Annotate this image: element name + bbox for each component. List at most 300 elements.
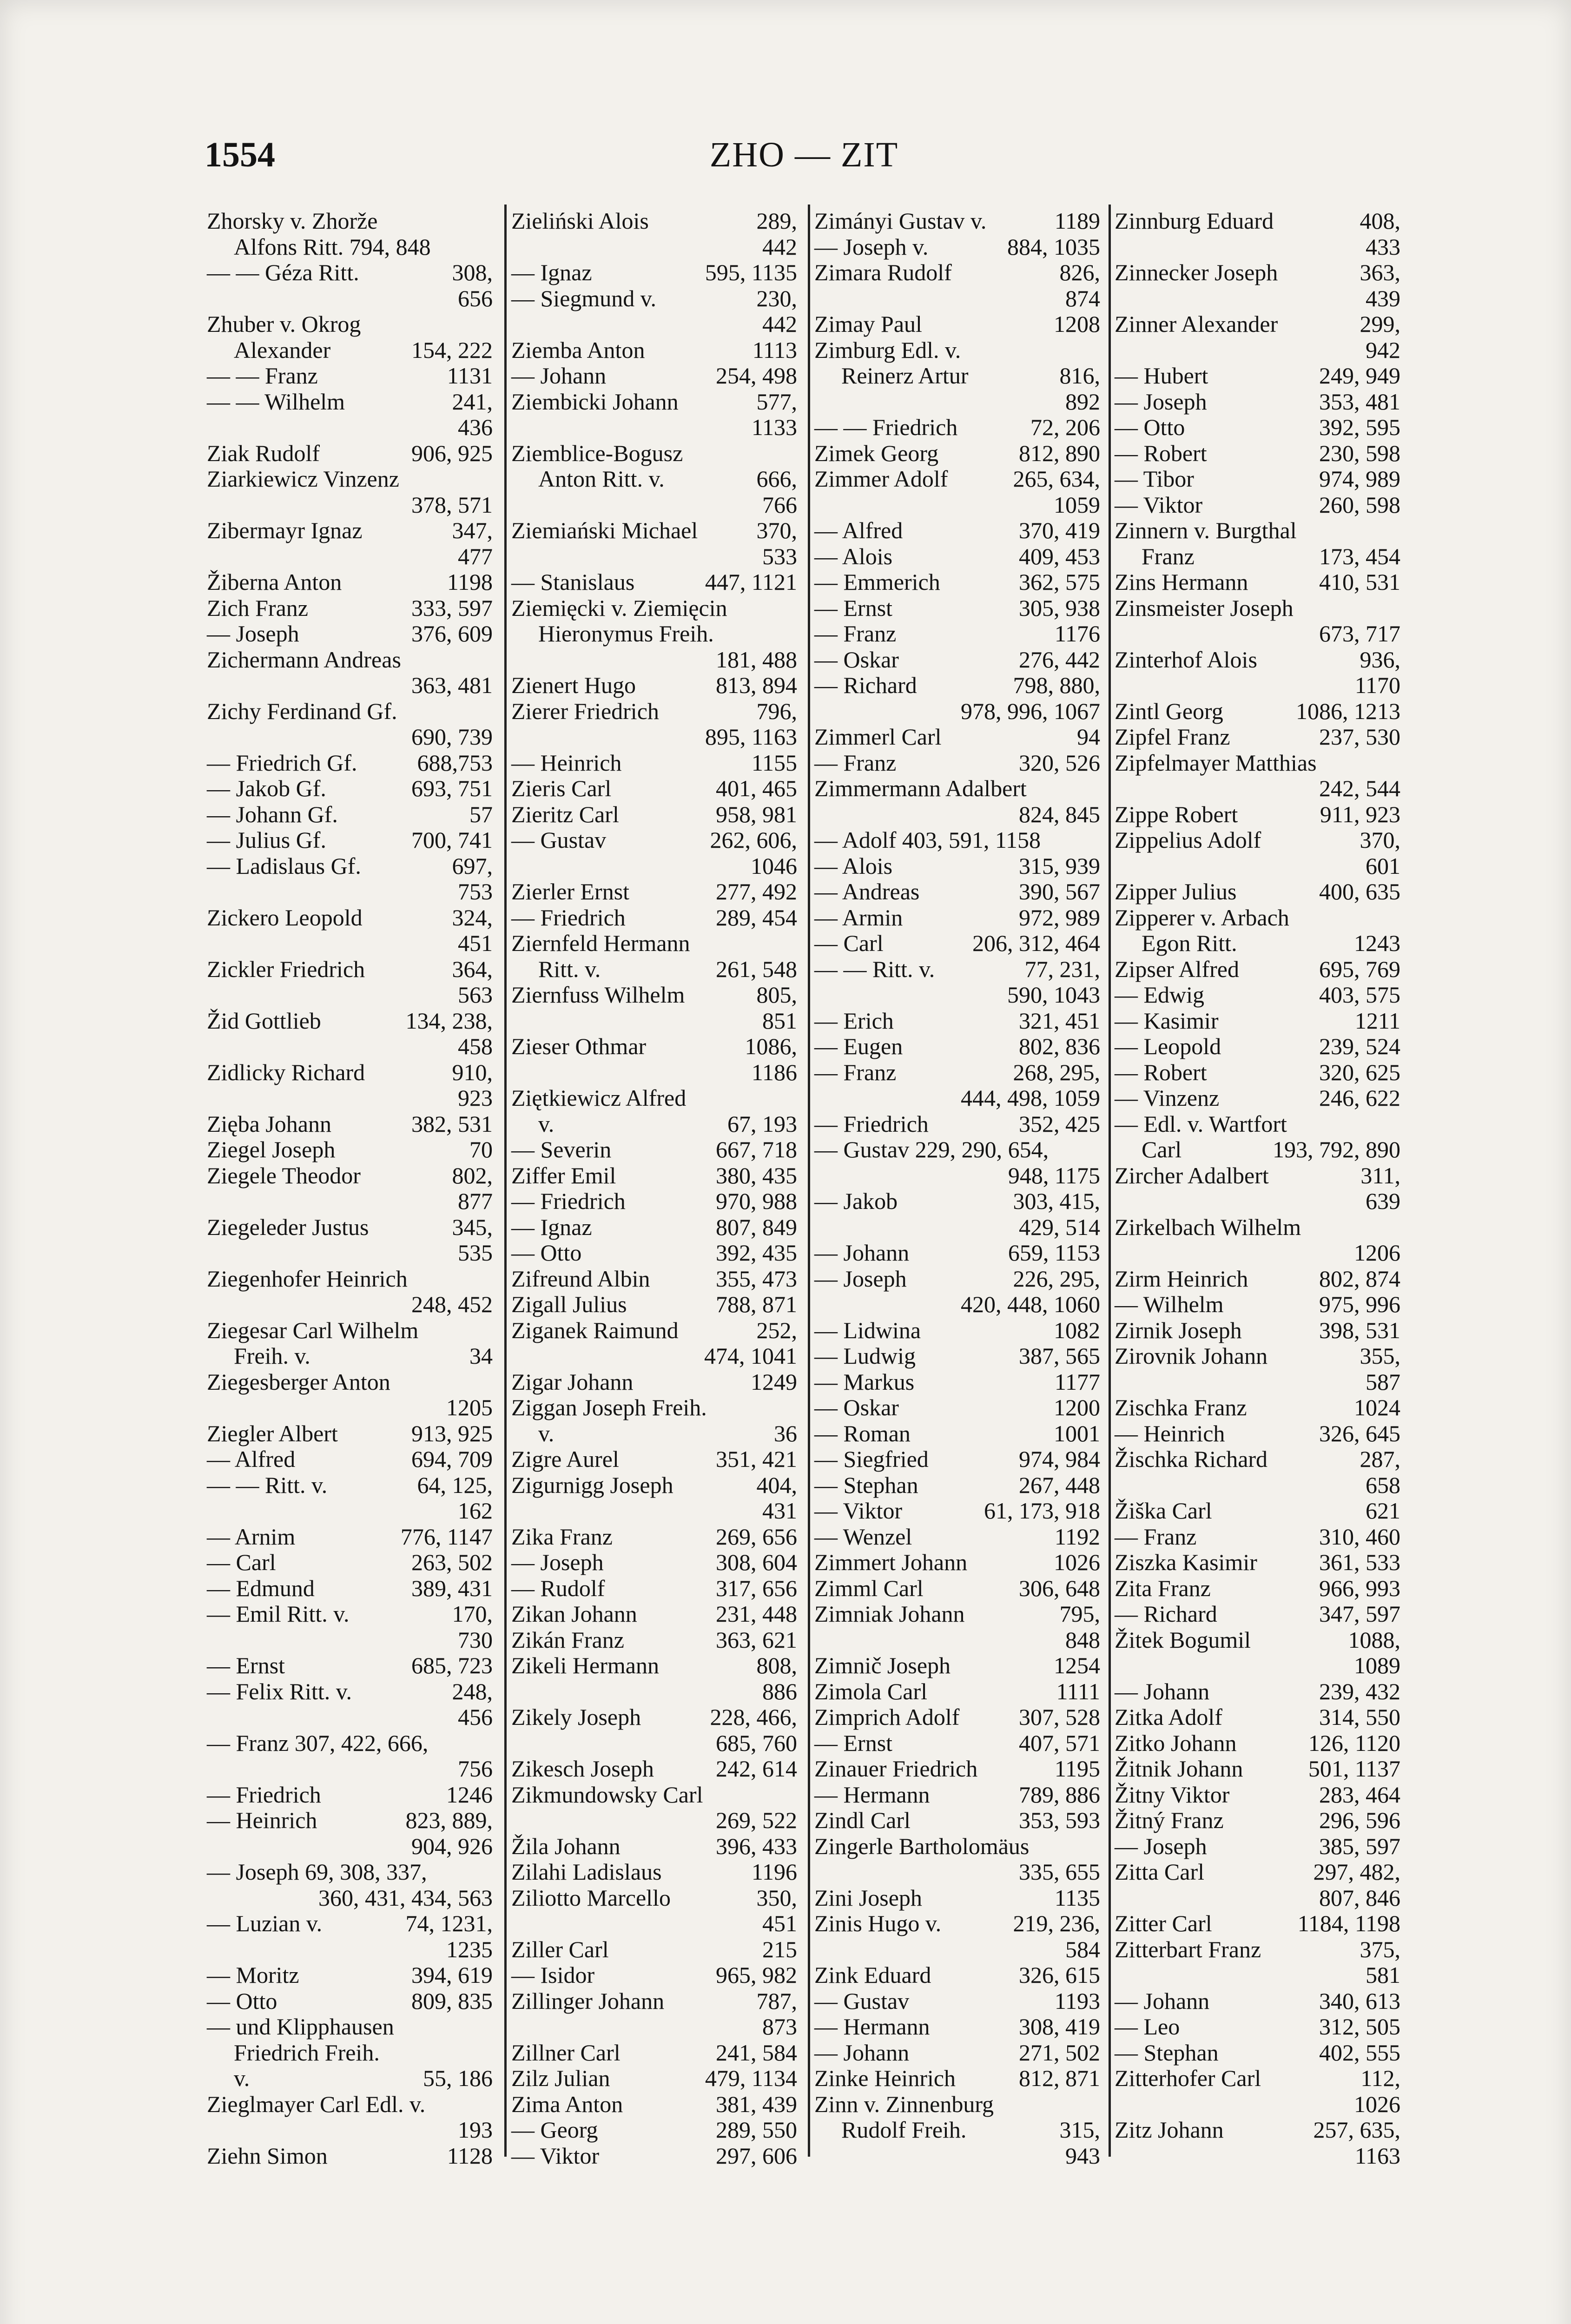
entry-name: Zita Franz <box>1115 1575 1211 1601</box>
entry-continuation-line <box>814 389 1100 415</box>
entry-pages: 347, 597 <box>1319 1601 1400 1627</box>
entry-pages: 877 <box>458 1188 493 1214</box>
entry-line <box>511 1188 797 1215</box>
index-entry <box>207 518 493 569</box>
entry-pages: 283, 464 <box>1319 1781 1400 1808</box>
index-entry <box>814 621 1100 647</box>
index-entry <box>1115 802 1400 828</box>
entry-line <box>511 1318 797 1344</box>
entry-line <box>511 1472 797 1499</box>
entry-pages: 673, 717 <box>1319 621 1400 647</box>
entry-name: Zieser Othmar <box>511 1033 647 1059</box>
entry-line <box>1115 750 1400 776</box>
entry-pages <box>1096 2092 1100 2118</box>
entry-name: — Ernst <box>207 1652 285 1678</box>
index-entry <box>511 1937 797 1963</box>
entry-line <box>814 2040 1100 2066</box>
entry-line <box>511 1704 797 1730</box>
entry-continuation-line <box>1115 776 1400 802</box>
index-entry <box>511 2092 797 2118</box>
entry-line <box>1115 1834 1400 1860</box>
entry-name: — Edl. v. Wartfort <box>1115 1110 1287 1137</box>
index-entry <box>207 1782 493 1808</box>
entry-line <box>1115 1163 1400 1189</box>
entry-pages: 363, 621 <box>716 1626 797 1653</box>
entry-pages: 242, 614 <box>716 1756 797 1782</box>
entry-pages: 276, 442 <box>1019 646 1100 673</box>
entry-pages: 1189 <box>1054 208 1100 234</box>
entry-name: Zink Eduard <box>814 1962 931 1988</box>
index-entry <box>207 1576 493 1602</box>
entry-line <box>814 853 1100 879</box>
index-entry <box>1115 311 1400 363</box>
index-entry <box>207 905 493 957</box>
entry-pages: 1089 <box>1354 1652 1400 1678</box>
entry-pages: 333, 597 <box>411 594 493 621</box>
index-entry <box>207 776 493 802</box>
index-entry <box>814 1653 1100 1679</box>
entry-pages: 289, 550 <box>716 2117 797 2143</box>
index-column-3 <box>814 208 1100 2169</box>
index-entry <box>511 1962 797 1988</box>
entry-continuation-line <box>814 1627 1100 1653</box>
entry-name: Zickero Leopold <box>207 904 363 931</box>
entry-pages: 326, 645 <box>1319 1420 1400 1446</box>
entry-line <box>511 260 797 286</box>
entry-pages: 402, 555 <box>1319 2039 1400 2066</box>
index-entry <box>207 1859 493 1911</box>
entry-name: — Richard <box>814 672 917 698</box>
entry-pages: 756 <box>458 1756 493 1782</box>
entry-name: Ritt. v. <box>538 956 601 982</box>
entry-line <box>207 1859 493 1885</box>
entry-name: Ziernfeld Hermann <box>511 930 690 956</box>
entry-pages: 904, 926 <box>411 1833 493 1859</box>
entry-pages: 587 <box>1366 1368 1400 1395</box>
entry-pages: 297, 606 <box>716 2142 797 2169</box>
entry-continuation-line <box>1115 544 1400 570</box>
index-entry <box>1115 1163 1400 1215</box>
entry-pages <box>793 1782 797 1808</box>
entry-name: Ziegesar Carl Wilhelm <box>207 1317 419 1343</box>
entry-line <box>207 2092 493 2118</box>
entry-pages: 268, 295, <box>1013 1059 1100 1085</box>
entry-name: Zimnič Joseph <box>814 1652 951 1678</box>
index-entry <box>511 260 797 286</box>
entry-pages: 474, 1041 <box>704 1343 797 1369</box>
entry-pages: 789, 886 <box>1019 1781 1100 1808</box>
entry-name: — Friedrich <box>511 1188 626 1214</box>
entry-line <box>511 2143 797 2169</box>
entry-name: Zipfel Franz <box>1115 724 1230 750</box>
index-entry <box>814 1576 1100 1602</box>
index-entry <box>1115 905 1400 957</box>
entry-pages: 361, 533 <box>1319 1549 1400 1575</box>
entry-line <box>511 1885 797 1911</box>
entry-name: Ziegel Joseph <box>207 1136 336 1162</box>
entry-name: Zimmerl Carl <box>814 724 942 750</box>
entry-continuation-line <box>207 2117 493 2143</box>
entry-line <box>814 234 1100 260</box>
entry-line <box>814 827 1100 853</box>
entry-line <box>814 2092 1100 2118</box>
entry-name: — Robert <box>1115 440 1207 466</box>
entry-name: — Franz <box>814 1059 897 1085</box>
entry-line <box>1115 1343 1400 1369</box>
entry-pages: 72, 206 <box>1030 414 1100 440</box>
entry-name: Zirkelbach Wilhelm <box>1115 1214 1301 1240</box>
entry-name: — Heinrich <box>207 1807 317 1833</box>
index-entry <box>207 595 493 621</box>
entry-name: — Emil Ritt. v. <box>207 1601 350 1627</box>
entry-continuation-line <box>207 1240 493 1266</box>
entry-name: Zikesch Joseph <box>511 1756 654 1782</box>
entry-pages: 260, 598 <box>1319 491 1400 518</box>
index-entry <box>814 1730 1100 1756</box>
entry-continuation-line <box>207 1704 493 1730</box>
entry-pages <box>489 234 493 260</box>
index-entry <box>1115 595 1400 647</box>
entry-name: — Viktor <box>814 1498 903 1524</box>
entry-name: — — Friedrich <box>814 414 958 440</box>
entry-pages: 1211 <box>1354 1007 1400 1034</box>
entry-pages: 813, 894 <box>716 672 797 698</box>
entry-name: — Alfred <box>814 517 903 543</box>
entry-pages: 239, 524 <box>1319 1033 1400 1059</box>
entry-name: — Viktor <box>511 2142 600 2169</box>
entry-name: — Arnim <box>207 1523 296 1550</box>
entry-line <box>207 1524 493 1550</box>
entry-pages: 315, <box>1059 2117 1100 2143</box>
index-entry <box>814 2040 1100 2066</box>
index-entry <box>511 337 797 363</box>
entry-line <box>511 2040 797 2066</box>
entry-name: — Armin <box>814 904 903 931</box>
entry-line <box>207 1446 493 1472</box>
entry-continuation-line <box>1115 931 1400 957</box>
entry-line <box>511 1550 797 1576</box>
entry-line <box>511 1524 797 1550</box>
entry-name: — Gustav <box>814 1987 910 2014</box>
entry-name: Ziak Rudolf <box>207 440 320 466</box>
entry-continuation-line <box>207 1885 493 1911</box>
entry-pages <box>793 621 797 647</box>
entry-continuation-line <box>207 724 493 750</box>
entry-pages: 886 <box>762 1678 797 1704</box>
index-entry <box>511 569 797 595</box>
entry-pages: 1059 <box>1054 491 1100 518</box>
entry-name: — — Ritt. v. <box>814 956 935 982</box>
index-entry <box>207 1060 493 1111</box>
index-entry <box>814 1034 1100 1060</box>
entry-pages: 324, <box>452 904 493 931</box>
entry-line <box>1115 957 1400 983</box>
entry-line <box>511 1988 797 2014</box>
entry-line <box>1115 441 1400 467</box>
entry-pages <box>1397 905 1400 931</box>
index-entry <box>511 2117 797 2143</box>
entry-continuation-line <box>511 1730 797 1756</box>
entry-pages <box>1397 595 1400 621</box>
entry-pages: 1186 <box>751 1059 797 1085</box>
entry-pages <box>489 311 493 337</box>
entry-pages: 308, 604 <box>716 1549 797 1575</box>
entry-line <box>1115 389 1400 415</box>
entry-line <box>1115 1498 1400 1524</box>
entry-name: — Johann <box>814 2039 910 2066</box>
entry-line <box>1115 1292 1400 1318</box>
page-header <box>205 135 1404 191</box>
entry-name: — Carl <box>814 930 884 956</box>
index-entry <box>1115 1808 1400 1834</box>
entry-pages: 943 <box>1065 2142 1100 2169</box>
index-entry <box>511 1369 797 1395</box>
index-entry <box>814 1885 1100 1911</box>
entry-pages: 1206 <box>1354 1240 1400 1266</box>
index-entry <box>814 750 1100 776</box>
entry-name: Zieris Carl <box>511 775 612 801</box>
entry-line <box>207 1550 493 1576</box>
entry-name: Ziggan Joseph Freih. <box>511 1394 707 1420</box>
entry-name: Zimml Carl <box>814 1575 924 1601</box>
index-entry <box>207 1550 493 1576</box>
entry-name: — Johann <box>814 1240 910 1266</box>
entry-continuation-line <box>207 2040 493 2066</box>
entry-pages <box>489 208 493 234</box>
index-entry <box>814 415 1100 441</box>
entry-pages: 429, 514 <box>1019 1214 1100 1240</box>
entry-name: Zimmer Adolf <box>814 466 948 492</box>
entry-pages: 1024 <box>1354 1394 1400 1420</box>
entry-line <box>511 1292 797 1318</box>
index-entry <box>511 208 797 260</box>
entry-name: — Vinzenz <box>1115 1085 1220 1111</box>
entry-line <box>814 1472 1100 1499</box>
index-entry <box>207 1215 493 1266</box>
entry-name: Zickler Friedrich <box>207 956 365 982</box>
entry-continuation-line <box>207 1188 493 1215</box>
entry-line <box>814 1188 1100 1215</box>
index-entry <box>511 1885 797 1937</box>
entry-pages: 965, 982 <box>716 1962 797 1988</box>
entry-line <box>511 982 797 1008</box>
entry-continuation-line <box>1115 2092 1400 2118</box>
index-entry <box>1115 1550 1400 1576</box>
entry-pages: 347, <box>452 517 493 543</box>
entry-pages: 1246 <box>446 1781 493 1808</box>
index-entry <box>1115 260 1400 311</box>
entry-name: Zimay Paul <box>814 311 922 337</box>
entry-pages: 851 <box>762 1007 797 1034</box>
entry-name: — Joseph <box>1115 1833 1207 1859</box>
entry-pages <box>1096 337 1100 363</box>
entry-name: Zischka Franz <box>1115 1394 1247 1420</box>
entry-continuation-line <box>511 853 797 879</box>
entry-name: — Gustav <box>511 827 607 853</box>
index-entry <box>814 1240 1100 1266</box>
entry-name: Ziernfuss Wilhelm <box>511 982 685 1008</box>
entry-pages: 389, 431 <box>411 1575 493 1601</box>
entry-name: — — Ritt. v. <box>207 1472 328 1498</box>
entry-name: Žid Gottlieb <box>207 1007 321 1034</box>
entry-pages: 257, 635, <box>1313 2117 1400 2143</box>
entry-continuation-line <box>1115 1240 1400 1266</box>
entry-line <box>814 905 1100 931</box>
entry-continuation-line <box>1115 1137 1400 1163</box>
entry-pages: 892 <box>1065 388 1100 415</box>
entry-pages: 261, 548 <box>716 956 797 982</box>
entry-pages: 242, 544 <box>1319 775 1400 801</box>
entry-line <box>1115 1679 1400 1705</box>
entry-name: Zieglmayer Carl Edl. v. <box>207 2091 426 2117</box>
entry-name: Zinner Alexander <box>1115 311 1278 337</box>
entry-pages: 656 <box>458 285 493 311</box>
entry-pages: 308, 419 <box>1019 2014 1100 2040</box>
index-entry <box>1115 750 1400 802</box>
entry-pages: 695, 769 <box>1319 956 1400 982</box>
entry-line <box>814 1962 1100 1988</box>
entry-name: — Heinrich <box>1115 1420 1225 1446</box>
entry-pages: 1026 <box>1354 2091 1400 2117</box>
entry-pages: 974, 984 <box>1019 1446 1100 1472</box>
index-entry <box>207 1008 493 1060</box>
entry-line <box>1115 1756 1400 1782</box>
entry-line <box>511 389 797 415</box>
entry-pages <box>489 699 493 725</box>
entry-name: — Siegfried <box>814 1446 929 1472</box>
entry-line <box>207 1679 493 1705</box>
index-entry <box>814 957 1100 1008</box>
entry-line <box>511 1163 797 1189</box>
entry-name: — Heinrich <box>511 749 622 776</box>
index-entry <box>1115 1911 1400 1937</box>
index-entry <box>511 2066 797 2092</box>
entry-line <box>1115 595 1400 621</box>
entry-line <box>511 2092 797 2118</box>
index-entry <box>511 1215 797 1241</box>
entry-pages: 1088, <box>1348 1626 1400 1653</box>
index-entry <box>207 1446 493 1472</box>
entry-line <box>207 1782 493 1808</box>
entry-pages: 317, 656 <box>716 1575 797 1601</box>
entry-continuation-line <box>814 2117 1100 2143</box>
entry-pages: 970, 988 <box>716 1188 797 1214</box>
entry-pages: 248, <box>452 1678 493 1704</box>
entry-continuation-line <box>814 1859 1100 1885</box>
column-rule <box>504 205 507 2157</box>
entry-continuation-line <box>511 1343 797 1369</box>
entry-pages <box>793 1085 797 1111</box>
entry-pages: 584 <box>1065 1936 1100 1962</box>
entry-line <box>207 466 493 492</box>
entry-line <box>207 363 493 389</box>
entry-line <box>1115 1937 1400 1963</box>
index-entry <box>1115 699 1400 725</box>
entry-pages: 352, 425 <box>1019 1110 1100 1137</box>
entry-name: Rudolf Freih. <box>841 2117 967 2143</box>
entry-name: — Leopold <box>1115 1033 1221 1059</box>
entry-name: — Alois <box>814 852 893 879</box>
entry-continuation-line <box>207 1627 493 1653</box>
entry-pages <box>793 595 797 621</box>
entry-name: — Felix Ritt. v. <box>207 1678 352 1704</box>
entry-name: — Franz <box>1115 1523 1197 1550</box>
index-entry <box>511 1524 797 1550</box>
index-entry <box>207 2092 493 2143</box>
index-entry <box>814 595 1100 621</box>
entry-line <box>207 802 493 828</box>
entry-line <box>207 1008 493 1034</box>
entry-pages <box>1096 1137 1100 1163</box>
index-entry <box>511 1782 797 1834</box>
entry-name: Ziegeleder Justus <box>207 1214 369 1240</box>
entry-line <box>814 1318 1100 1344</box>
entry-pages: 269, 522 <box>716 1807 797 1833</box>
entry-pages: 252, <box>756 1317 797 1343</box>
entry-continuation-line <box>207 1395 493 1421</box>
entry-pages <box>489 2014 493 2040</box>
entry-name: — Johann <box>1115 1987 1210 2014</box>
index-entry <box>1115 1730 1400 1756</box>
entry-continuation-line <box>207 1756 493 1782</box>
entry-continuation-line <box>511 1060 797 1086</box>
entry-line <box>511 1215 797 1241</box>
entry-name: — Carl <box>207 1549 276 1575</box>
entry-pages: 55, 186 <box>423 2065 493 2091</box>
index-entry <box>207 1318 493 1369</box>
entry-name: Zikán Franz <box>511 1626 624 1653</box>
entry-name: Zierler Ernst <box>511 878 630 905</box>
entry-name: Ziemiański Michael <box>511 517 698 543</box>
entry-line <box>207 1266 493 1292</box>
entry-name: Ziętkiewicz Alfred <box>511 1085 686 1111</box>
entry-line <box>511 1601 797 1627</box>
entry-pages: 404, <box>756 1472 797 1498</box>
entry-pages: 1192 <box>1054 1523 1100 1550</box>
entry-pages: 812, 890 <box>1019 440 1100 466</box>
index-entry <box>1115 1834 1400 1860</box>
entry-name: — Ernst <box>814 1730 893 1756</box>
entry-line <box>207 699 493 725</box>
entry-pages: 254, 498 <box>716 363 797 389</box>
entry-line <box>207 1962 493 1988</box>
entry-pages: 350, <box>756 1884 797 1911</box>
entry-name: Zimprich Adolf <box>814 1704 960 1730</box>
entry-name: Zinnern v. Burgthal <box>1115 517 1297 543</box>
entry-pages: 666, <box>756 466 797 492</box>
entry-line <box>511 1653 797 1679</box>
entry-line <box>511 699 797 725</box>
entry-pages: 697, <box>452 852 493 879</box>
entry-name: Ziliotto Marcello <box>511 1884 671 1911</box>
entry-pages: 581 <box>1366 1962 1400 1988</box>
entry-name: Ziegler Albert <box>207 1420 338 1446</box>
entry-pages: 351, 421 <box>716 1446 797 1472</box>
entry-pages: 154, 222 <box>411 337 493 363</box>
entry-pages: 353, 593 <box>1019 1807 1100 1833</box>
index-entry <box>511 1266 797 1292</box>
index-entry <box>1115 1318 1400 1344</box>
entry-name: — Siegmund v. <box>511 285 657 311</box>
entry-pages: 363, <box>1360 259 1400 285</box>
entry-line <box>1115 1395 1400 1421</box>
entry-name: Žitny Viktor <box>1115 1781 1230 1808</box>
entry-line <box>814 208 1100 234</box>
entry-pages: 451 <box>762 1910 797 1936</box>
entry-line <box>511 1859 797 1885</box>
entry-pages: 362, 575 <box>1019 569 1100 595</box>
entry-name: Žischka Richard <box>1115 1446 1268 1472</box>
